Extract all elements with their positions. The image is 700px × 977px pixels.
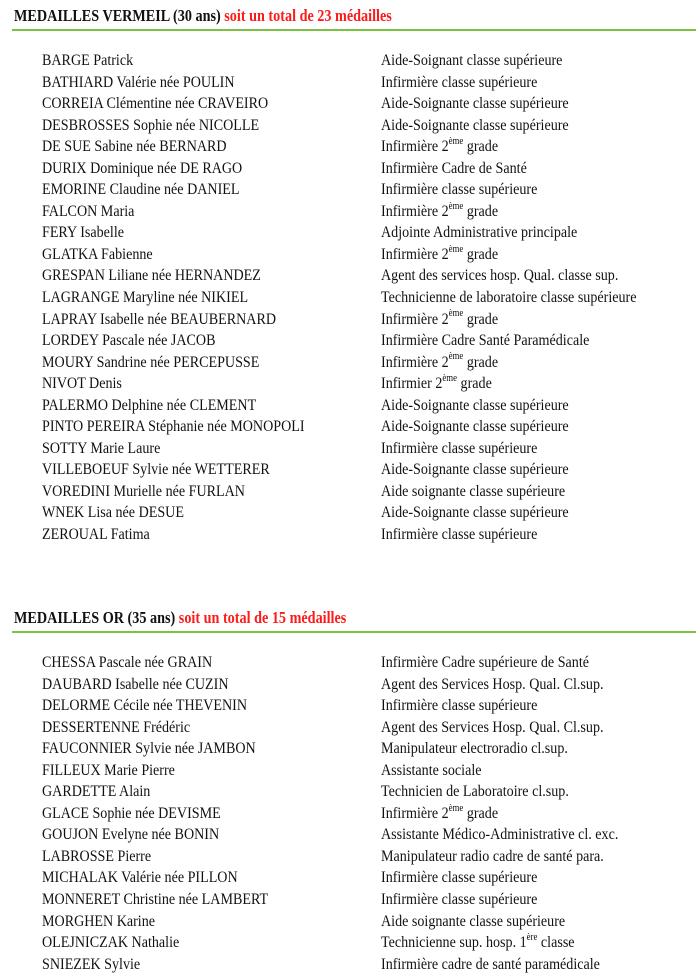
grade-text-tail: grade (463, 245, 499, 263)
honoree-name: MORGHEN Karine (42, 912, 156, 930)
medal-list (0, 652, 700, 975)
list-item (0, 932, 700, 954)
grade-text: Infirmière Cadre supérieure de Santé (381, 654, 589, 671)
list-item (0, 481, 700, 503)
grade-text: Infirmière 2 (381, 138, 449, 156)
grade-text: Manipulateur radio cadre de santé para. (381, 847, 604, 865)
honoree-name: VILLEBOEUF Sylvie née WETTERER (42, 461, 270, 479)
grade-text: Infirmière classe supérieure (381, 697, 538, 715)
honoree-grade (381, 416, 671, 438)
honoree-name: DESBROSSES Sophie née NICOLLE (42, 116, 260, 134)
honoree-grade (381, 954, 671, 976)
honoree-name: SOTTY Marie Laure (42, 439, 161, 457)
honoree-grade (381, 50, 671, 72)
list-item (0, 179, 700, 201)
honoree-name: LABROSSE Pierre (42, 847, 152, 865)
list-item (0, 781, 700, 803)
grade-text-tail: grade (457, 375, 492, 393)
grade-ordinal-suffix: ème (448, 135, 464, 147)
grade-text: Technicien de Laboratoire cl.sup. (381, 783, 569, 801)
honoree-name: DURIX Dominique née DE RAGO (42, 159, 243, 177)
grade-text: Infirmière classe supérieure (381, 891, 538, 909)
honoree-name: FALCON Maria (42, 202, 135, 220)
list-item (0, 50, 700, 72)
list-item (0, 760, 700, 782)
grade-text: Aide-Soignante classe supérieure (381, 418, 569, 436)
list-item (0, 502, 700, 524)
honoree-name: BATHIARD Valérie née POULIN (42, 73, 235, 91)
honoree-grade (381, 330, 671, 352)
honoree-name: PINTO PEREIRA Stéphanie née MONOPOLI (42, 418, 305, 436)
honoree-name: NIVOT Denis (42, 375, 122, 393)
honoree-grade (381, 115, 671, 137)
list-item (0, 115, 700, 137)
honoree-name: DESSERTENNE Frédéric (42, 718, 191, 736)
list-item (0, 824, 700, 846)
grade-text: Aide soignante classe supérieure (381, 912, 566, 930)
section-divider (12, 29, 696, 31)
grade-text: Adjointe Administrative principale (381, 224, 578, 242)
grade-text: Aide-Soignante classe supérieure (381, 504, 569, 522)
honoree-grade (381, 265, 671, 287)
honoree-grade (381, 502, 671, 524)
honoree-grade (381, 93, 671, 115)
section-divider (12, 631, 696, 633)
section-title-total: soit un total de 23 médailles (224, 6, 392, 25)
honoree-name: GLATKA Fabienne (42, 245, 153, 263)
list-item (0, 911, 700, 933)
honoree-name: MONNERET Christine née LAMBERT (42, 891, 269, 909)
honoree-name: FILLEUX Marie Pierre (42, 761, 175, 779)
grade-ordinal-suffix: ème (448, 243, 464, 255)
section-header (0, 602, 700, 634)
honoree-name: WNEK Lisa née DESUE (42, 504, 184, 522)
grade-text: Agent des services hosp. Qual. classe sup. (381, 267, 619, 285)
honoree-name: SNIEZEK Sylvie (42, 955, 141, 973)
honoree-name: DAUBARD Isabelle née CUZIN (42, 675, 229, 693)
honoree-grade (381, 781, 671, 803)
honoree-grade (381, 652, 671, 674)
list-item (0, 846, 700, 868)
list-item (0, 309, 700, 331)
section-title (14, 6, 392, 26)
honoree-grade (381, 373, 671, 395)
list-item (0, 954, 700, 976)
section-title-total: soit un total de 15 médailles (178, 608, 347, 627)
honoree-grade (381, 395, 671, 417)
honoree-name: LORDEY Pascale née JACOB (42, 332, 216, 350)
honoree-grade (381, 481, 671, 503)
honoree-grade (381, 244, 671, 266)
honoree-name: CHESSA Pascale née GRAIN (42, 654, 213, 671)
grade-text: Aide-Soignante classe supérieure (381, 95, 569, 113)
honoree-grade (381, 222, 671, 244)
grade-text: Infirmière Cadre de Santé (381, 159, 527, 177)
honoree-grade (381, 803, 671, 825)
honoree-name: LAGRANGE Maryline née NIKIEL (42, 289, 249, 307)
honoree-grade (381, 438, 671, 460)
grade-text-tail: grade (463, 138, 499, 156)
honoree-grade (381, 287, 671, 309)
honoree-name: FERY Isabelle (42, 224, 124, 242)
list-item (0, 867, 700, 889)
grade-text: Aide-Soignant classe supérieure (381, 52, 563, 69)
list-item (0, 674, 700, 696)
honoree-grade (381, 911, 671, 933)
grade-text: Infirmière 2 (381, 310, 449, 328)
grade-text-tail: grade (463, 353, 499, 371)
grade-ordinal-suffix: ème (448, 351, 464, 363)
list-item (0, 695, 700, 717)
honoree-grade (381, 179, 671, 201)
honoree-grade (381, 524, 671, 546)
honoree-name: GLACE Sophie née DEVISME (42, 804, 221, 822)
honoree-name: FAUCONNIER Sylvie née JAMBON (42, 740, 256, 758)
list-item (0, 459, 700, 481)
list-item (0, 416, 700, 438)
honoree-grade (381, 72, 671, 94)
section-header (0, 0, 700, 32)
honoree-name: GOUJON Evelyne née BONIN (42, 826, 220, 844)
section-title (14, 608, 346, 628)
grade-ordinal-suffix: ème (442, 372, 458, 384)
grade-ordinal-suffix: ère (526, 931, 538, 943)
grade-ordinal-suffix: ème (448, 308, 464, 320)
honoree-grade (381, 760, 671, 782)
grade-text: Technicienne de laboratoire classe supérieure (381, 289, 637, 307)
list-item (0, 889, 700, 911)
honoree-grade (381, 738, 671, 760)
grade-text: Aide soignante classe supérieure (381, 482, 566, 500)
section-title-main: MEDAILLES VERMEIL (30 ans) (14, 6, 221, 25)
grade-text: Infirmière 2 (381, 353, 449, 371)
grade-text: Technicienne sup. hosp. 1 (381, 934, 527, 952)
honoree-name: GARDETTE Alain (42, 783, 151, 801)
honoree-name: ZEROUAL Fatima (42, 526, 150, 544)
list-item (0, 222, 700, 244)
grade-text: Infirmière classe supérieure (381, 439, 538, 457)
grade-ordinal-suffix: ème (448, 200, 464, 212)
list-item (0, 201, 700, 223)
honoree-name: EMORINE Claudine née DANIEL (42, 181, 240, 199)
grade-text: Aide-Soignante classe supérieure (381, 461, 569, 479)
list-item (0, 136, 700, 158)
section-title-main: MEDAILLES OR (35 ans) (14, 608, 176, 627)
honoree-grade (381, 352, 671, 374)
list-item (0, 738, 700, 760)
grade-text: Infirmière classe supérieure (381, 181, 538, 199)
honoree-name: MOURY Sandrine née PERCEPUSSE (42, 353, 260, 371)
honoree-name: DE SUE Sabine née BERNARD (42, 138, 227, 156)
honoree-grade (381, 867, 671, 889)
honoree-grade (381, 201, 671, 223)
honoree-name: OLEJNICZAK Nathalie (42, 934, 180, 952)
grade-text-tail: grade (463, 202, 499, 220)
list-item (0, 265, 700, 287)
grade-text: Infirmière classe supérieure (381, 869, 538, 887)
list-item (0, 158, 700, 180)
honoree-grade (381, 932, 671, 954)
list-item (0, 330, 700, 352)
grade-text-tail: grade (463, 310, 499, 328)
honoree-name: LAPRAY Isabelle née BEAUBERNARD (42, 310, 276, 328)
grade-text: Infirmière Cadre Santé Paramédicale (381, 332, 590, 350)
grade-text: Agent des Services Hosp. Qual. Cl.sup. (381, 675, 604, 693)
list-item (0, 72, 700, 94)
grade-text: Aide-Soignante classe supérieure (381, 116, 569, 134)
section-or (0, 602, 700, 973)
grade-text-tail: grade (463, 804, 499, 822)
grade-text: Assistante sociale (381, 761, 482, 779)
honoree-name: DELORME Cécile née THEVENIN (42, 697, 248, 715)
list-item (0, 373, 700, 395)
list-item (0, 395, 700, 417)
grade-text: Infirmière 2 (381, 245, 449, 263)
medal-list (0, 50, 700, 546)
list-item (0, 652, 700, 674)
honoree-grade (381, 717, 671, 739)
honoree-name: CORREIA Clémentine née CRAVEIRO (42, 95, 269, 113)
grade-text: Manipulateur electroradio cl.sup. (381, 740, 568, 758)
honoree-grade (381, 674, 671, 696)
grade-text: Aide-Soignante classe supérieure (381, 396, 569, 414)
list-item (0, 803, 700, 825)
list-item (0, 717, 700, 739)
grade-text: Infirmier 2 (381, 375, 443, 393)
list-item (0, 524, 700, 546)
grade-text: Infirmière 2 (381, 804, 449, 822)
honoree-grade (381, 695, 671, 717)
list-item (0, 244, 700, 266)
grade-text: Assistante Médico-Administrative cl. exc. (381, 826, 619, 844)
list-item (0, 352, 700, 374)
honoree-grade (381, 459, 671, 481)
grade-text: Infirmière cadre de santé paramédicale (381, 955, 600, 973)
honoree-grade (381, 846, 671, 868)
honoree-name: BARGE Patrick (42, 52, 134, 69)
grade-ordinal-suffix: ème (448, 802, 464, 814)
honoree-grade (381, 824, 671, 846)
grade-text: Infirmière classe supérieure (381, 526, 538, 544)
grade-text: Agent des Services Hosp. Qual. Cl.sup. (381, 718, 604, 736)
honoree-name: GRESPAN Liliane née HERNANDEZ (42, 267, 261, 285)
list-item (0, 287, 700, 309)
honoree-grade (381, 136, 671, 158)
honoree-name: VOREDINI Murielle née FURLAN (42, 482, 245, 500)
list-item (0, 438, 700, 460)
honoree-name: MICHALAK Valérie née PILLON (42, 869, 238, 887)
grade-text: Infirmière classe supérieure (381, 73, 538, 91)
honoree-grade (381, 309, 671, 331)
honoree-grade (381, 889, 671, 911)
honoree-name: PALERMO Delphine née CLEMENT (42, 396, 257, 414)
list-item (0, 93, 700, 115)
grade-text-tail: classe (537, 934, 575, 952)
honoree-grade (381, 158, 671, 180)
grade-text: Infirmière 2 (381, 202, 449, 220)
